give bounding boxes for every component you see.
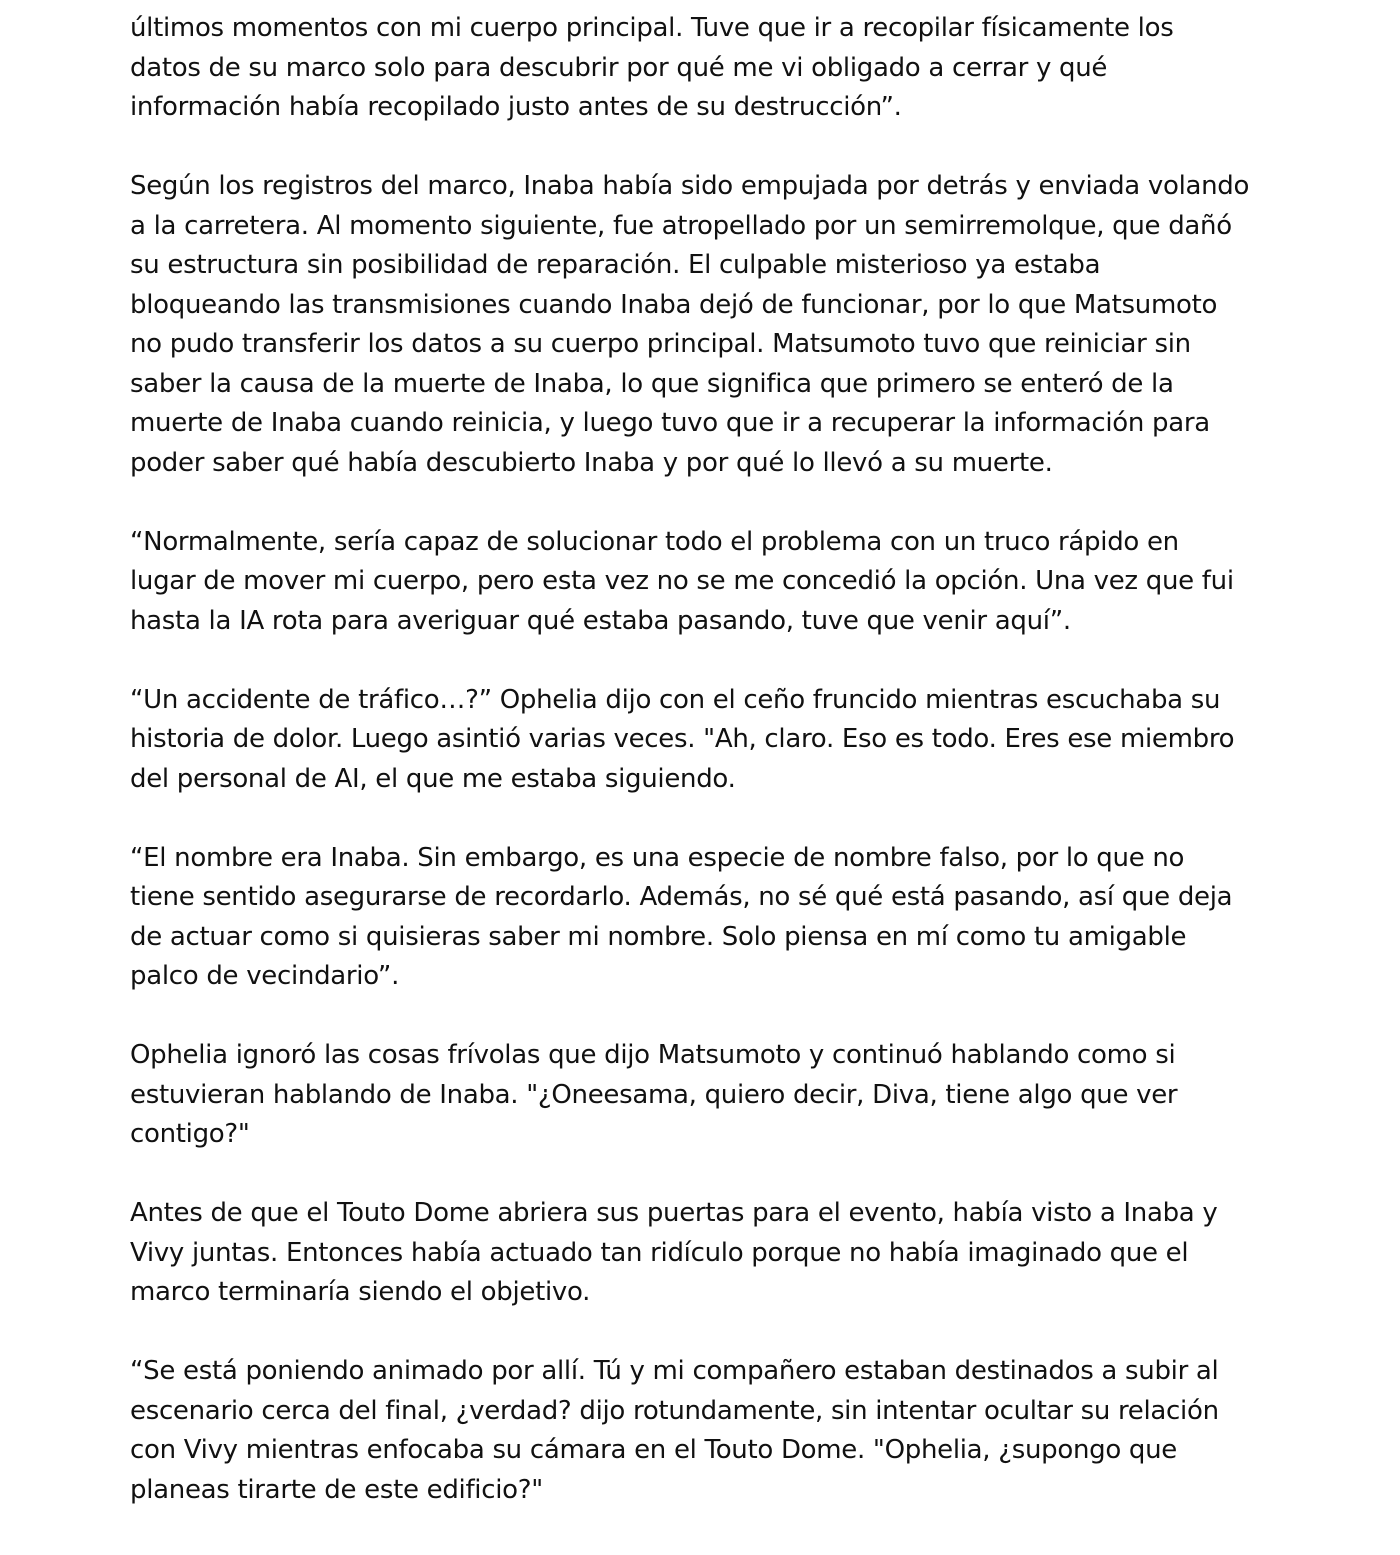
- paragraph-6: Ophelia ignoró las cosas frívolas que dijo Matsumoto y continuó hablando como si estuvieran hablando de Inaba. "¿Oneesama, quiero decir, Diva, tiene algo que ver contigo?": [130, 1040, 1178, 1149]
- paragraph-7: Antes de que el Touto Dome abriera sus puertas para el evento, había visto a Inaba y Vivy juntas. Entonces había actuado tan ridículo porque no había imaginado que el marco terminaría siendo el objetivo.: [130, 1198, 1218, 1307]
- document-page: [130, 9, 1280, 1510]
- paragraph-8: “Se está poniendo animado por allí. Tú y mi compañero estaban destinados a subir al escenario cerca del final, ¿verdad? dijo rotundamente, sin intentar ocultar su relación con Vivy mientras enfocaba su cámara en el Touto Dome. "Ophelia, ¿supongo que planeas tirarte de este edificio?": [130, 1356, 1219, 1505]
- paragraph-3: “Normalmente, sería capaz de solucionar todo el problema con un truco rápido en lugar de mover mi cuerpo, pero esta vez no se me concedió la opción. Una vez que fui hasta la IA rota para averiguar qué estaba pasando, tuve que venir aquí”.: [130, 526, 1234, 636]
- paragraph-5: “El nombre era Inaba. Sin embargo, es una especie de nombre falso, por lo que no tiene sentido asegurarse de recordarlo. Además, no sé qué está pasando, así que deja de actuar como si quisieras saber mi nombre. Solo piensa en mí como tu amigable palco de vecindario”.: [130, 842, 1233, 991]
- paragraph-4: “Un accidente de tráfico…?” Ophelia dijo con el ceño fruncido mientras escuchaba su historia de dolor. Luego asintió varias veces. "Ah, claro. Eso es todo. Eres ese miembro del personal de AI, el que me estaba siguiendo.: [130, 684, 1235, 794]
- paragraph-1: últimos momentos con mi cuerpo principal. Tuve que ir a recopilar físicamente los datos de su marco solo para descubrir por qué me vi obligado a cerrar y qué información había recopilado justo antes de su destrucción”.: [130, 13, 1174, 122]
- paragraph-2: Según los registros del marco, Inaba había sido empujada por detrás y enviada volando a la carretera. Al momento siguiente, fue atropellado por un semirremolque, que dañó su estructura sin posibilidad de reparación. El culpable misterioso ya estaba bloqueando las transmisiones cuando Inaba dejó de funcionar, por lo que Matsumoto no pudo transferir los datos a su cuerpo principal. Matsumoto tuvo que reiniciar sin saber la causa de la muerte de Inaba, lo que significa que primero se enteró de la muerte de Inaba cuando reinicia, y luego tuvo que ir a recuperar la información para poder saber qué había descubierto Inaba y por qué lo llevó a su muerte.: [130, 171, 1250, 478]
